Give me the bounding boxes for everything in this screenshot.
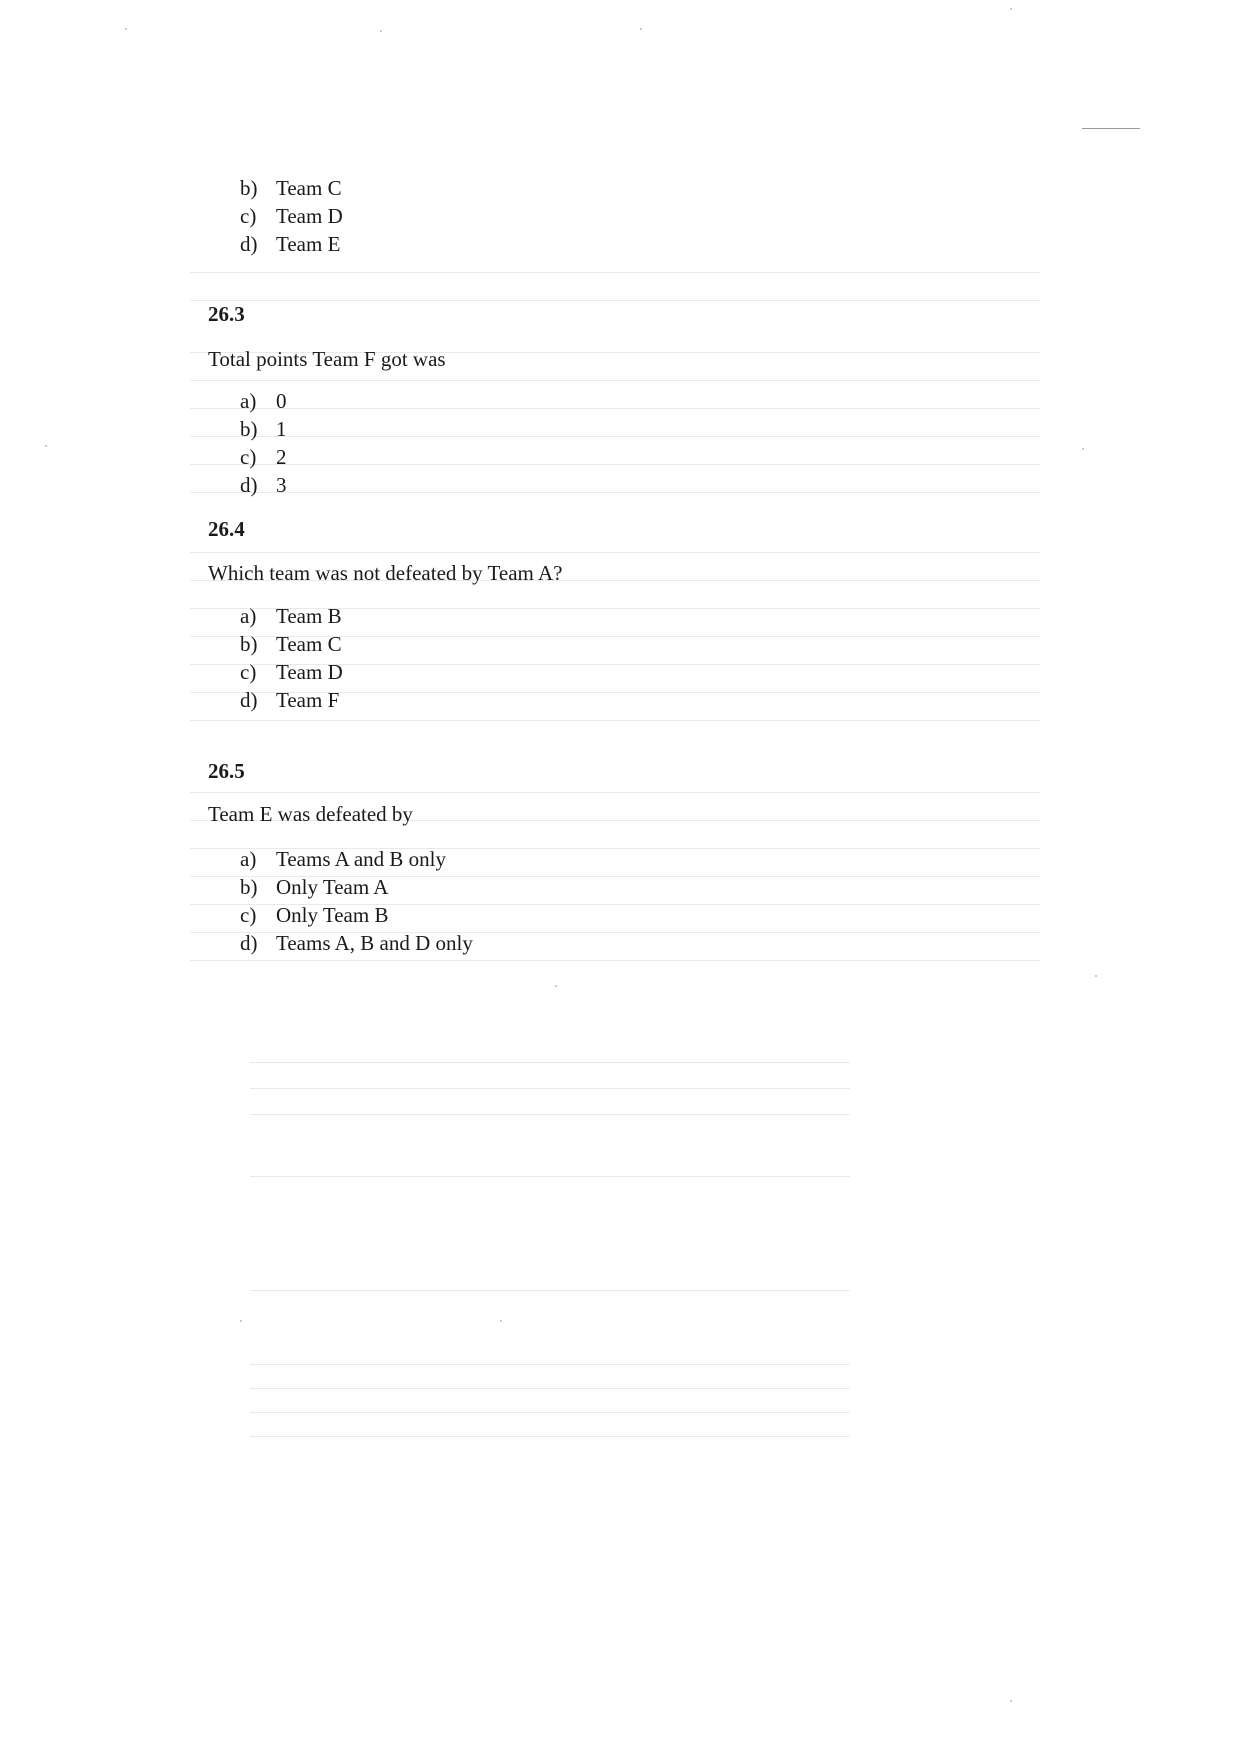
bleed-through-line [190,380,1040,381]
scan-speck [240,1320,242,1322]
top-right-rule [1082,128,1140,129]
scan-speck [380,30,382,32]
option-item: c) 2 [240,445,287,469]
option-item: c) Only Team B [240,903,389,927]
option-item: b) Only Team A [240,875,389,899]
option-item: a) Team B [240,604,342,628]
question-options [240,845,473,957]
option-item: b) Team C [240,632,342,656]
bleed-through-line [250,1088,850,1089]
option-item: d) Team F [240,688,340,712]
scan-speck [1010,8,1012,10]
scan-speck [45,445,47,447]
question-text: Team E was defeated by [208,802,413,826]
option-item: b) Team C [240,176,342,200]
bleed-through-line [190,720,1040,721]
bleed-through-line [250,1176,850,1177]
bleed-through-line [250,1364,850,1365]
scan-speck [1095,975,1097,977]
bleed-through-line [190,300,1040,301]
option-item: a) 0 [240,389,287,413]
question-options [240,387,287,499]
scan-speck [555,985,557,987]
scan-speck [640,28,642,30]
option-item: c) Team D [240,660,343,684]
bleed-through-line [190,960,1040,961]
bleed-through-line [190,492,1040,493]
option-item: d) Teams A, B and D only [240,931,473,955]
bleed-through-line [190,272,1040,273]
question-text: Which team was not defeated by Team A? [208,561,563,585]
question-options [240,602,343,714]
bleed-through-line [250,1436,850,1437]
scan-speck [1010,1700,1012,1702]
bleed-through-line [250,1412,850,1413]
bleed-through-line [250,1290,850,1291]
bleed-through-line [190,552,1040,553]
bleed-through-line [250,1388,850,1389]
bleed-through-line [250,1114,850,1115]
option-item: a) Teams A and B only [240,847,447,871]
question-text: Total points Team F got was [208,347,446,371]
question-number: 26.5 [208,759,245,783]
option-item: b) 1 [240,417,287,441]
scan-speck [500,1320,502,1322]
bleed-through-line [250,1062,850,1063]
question-number: 26.3 [208,302,245,326]
prev-question-options [240,174,343,258]
question-number: 26.4 [208,517,245,541]
bleed-through-line [190,464,1040,465]
bleed-through-line [190,792,1040,793]
scan-speck [1082,448,1084,450]
option-item: c) Team D [240,204,343,228]
bleed-through-line [190,408,1040,409]
option-item: d) Team E [240,232,341,256]
scan-speck [125,28,127,30]
bleed-through-line [190,436,1040,437]
option-item: d) 3 [240,473,287,497]
